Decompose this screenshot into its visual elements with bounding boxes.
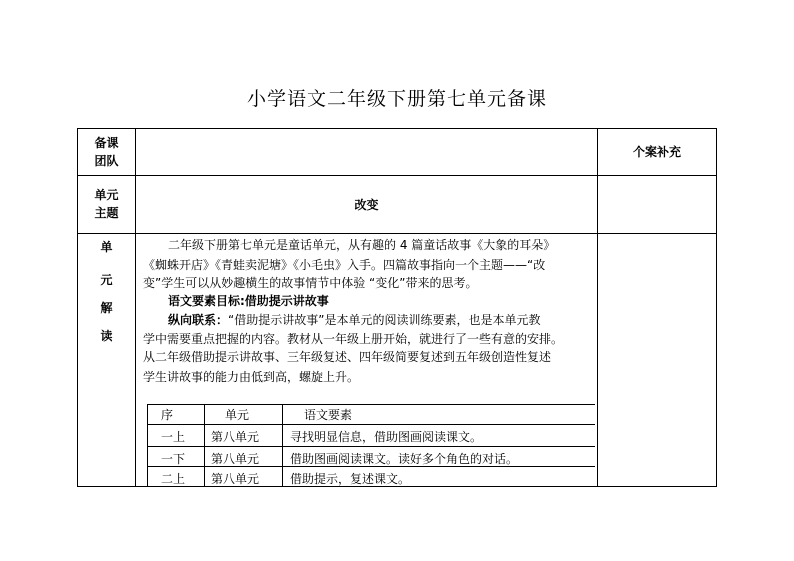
inner-cell: 借助提示，复述课文。 xyxy=(290,472,411,486)
reading-label-3: 解 xyxy=(100,301,113,315)
inner-header-element: 语文要素 xyxy=(304,408,353,422)
inner-table-top xyxy=(147,404,595,405)
reading-label-4: 读 xyxy=(100,329,113,343)
inner-col-1 xyxy=(204,404,205,486)
reading-line-7: 从二年级借助提示讲故事、三年级复述、四年级简要复述到五年级创造性复述 xyxy=(143,350,552,364)
reading-goal: 语文要素目标:借助提示讲故事 xyxy=(168,294,329,308)
inner-cell: 第八单元 xyxy=(211,472,260,486)
reading-line-5 xyxy=(168,311,623,330)
inner-cell: 第八单元 xyxy=(211,430,260,444)
reading-line-8: 学生讲故事的能力由低到高，螺旋上升。 xyxy=(143,370,360,384)
reading-line-2: 《蜘蛛开店》《青蛙卖泥塘》《小毛虫》入手。四篇故事指向一个主题——“改 xyxy=(143,258,546,272)
table-divider-2 xyxy=(77,233,717,234)
inner-col-2 xyxy=(282,404,283,486)
page-title: 小学语文二年级下册第七单元备课 xyxy=(246,88,547,110)
supplement-header: 个案补充 xyxy=(632,145,681,159)
inner-cell: 一上 xyxy=(161,430,186,444)
inner-col-0 xyxy=(147,404,148,486)
inner-cell: 二上 xyxy=(161,472,186,486)
vertical-link-text: “借助提示讲故事”是本单元的阅读训练要素，也是本单元教 xyxy=(228,313,541,327)
theme-label: 单元 主题 xyxy=(94,188,119,220)
table-col-divider-1 xyxy=(135,128,136,486)
inner-cell: 借助图画阅读课文。读好多个角色的对话。 xyxy=(290,452,519,466)
team-label: 备课 团队 xyxy=(94,136,119,168)
theme-value: 改变 xyxy=(354,198,379,212)
inner-table-row-1 xyxy=(147,424,595,425)
table-border-top xyxy=(77,128,717,129)
inner-header-seq: 序 xyxy=(161,408,174,422)
inner-header-unit: 单元 xyxy=(225,408,250,422)
reading-line-6: 学中需要重点把握的内容。教材从一年级上册开始，就进行了一些有意的安排。 xyxy=(143,332,564,346)
inner-cell: 寻找明显信息，借助图画阅读课文。 xyxy=(290,430,483,444)
reading-line-3: 变”学生可以从妙趣横生的故事情节中体验 “变化”带来的思考。 xyxy=(143,276,478,290)
inner-table-row-2 xyxy=(147,446,595,447)
reading-line-1: 二年级下册第七单元是童话单元，从有趣的 4 篇童话故事《大象的耳朵》 xyxy=(168,238,556,252)
table-divider-1 xyxy=(77,175,717,176)
reading-label-1: 单 xyxy=(100,240,113,254)
inner-cell: 第八单元 xyxy=(211,452,260,466)
table-border-right xyxy=(716,128,717,486)
vertical-link-label: 纵向联系： xyxy=(168,313,229,327)
inner-cell: 一下 xyxy=(161,452,186,466)
reading-label-2: 元 xyxy=(100,273,113,287)
